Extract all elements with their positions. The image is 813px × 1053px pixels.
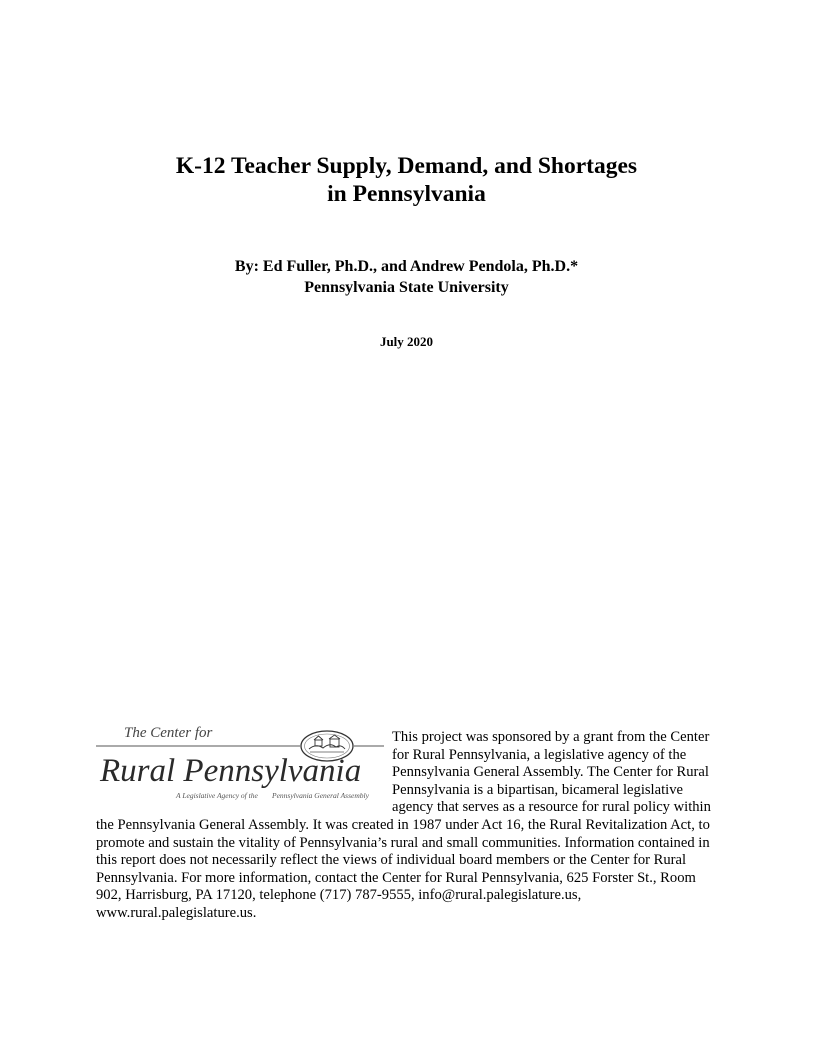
logo-tagline-right: Pennsylvania General Assembly [272, 791, 369, 800]
report-title-line-2: in Pennsylvania [327, 181, 486, 207]
center-for-rural-pennsylvania-logo [96, 723, 386, 811]
report-title-line-1: K-12 Teacher Supply, Demand, and Shortages [175, 153, 638, 179]
author-block [0, 256, 813, 298]
author-affiliation: Pennsylvania State University [304, 279, 509, 296]
report-title [0, 152, 813, 208]
sponsor-paragraph: This project was sponsored by a grant from the Center for Rural Pennsylvania, a legislative agency of the Pennsylvania General Assembly. The Center for Rural Pennsylvania is a bipartisan, bicameral legislative agency that serves as a resource for rural policy within the Pennsylvania General Assembly. It was created in 1987 under Act 16, the Rural Revitalization Act, to promote and sustain the vitality of Pennsylvania’s rural and small communities. Information contained in this report does not necessarily reflect the views of individual board members or the Center for Rural Pennsylvania. For more information, contact the Center for Rural Pennsylvania, 625 Forster St., Room 902, Harrisburg, PA 17120, telephone (717) 787-9555, info@rural.palegislature.us, www.rural.palegislature.us. [96, 729, 711, 921]
sponsor-statement [96, 725, 721, 923]
logo-top-line: The Center for [124, 725, 213, 741]
publication-date: July 2020 [379, 334, 434, 349]
author-names: By: Ed Fuller, Ph.D., and Andrew Pendola, Ph.D.* [234, 258, 579, 275]
logo-main-text: Rural Pennsylvania [100, 753, 362, 789]
logo-tagline-left: A Legislative Agency of the [176, 791, 258, 800]
